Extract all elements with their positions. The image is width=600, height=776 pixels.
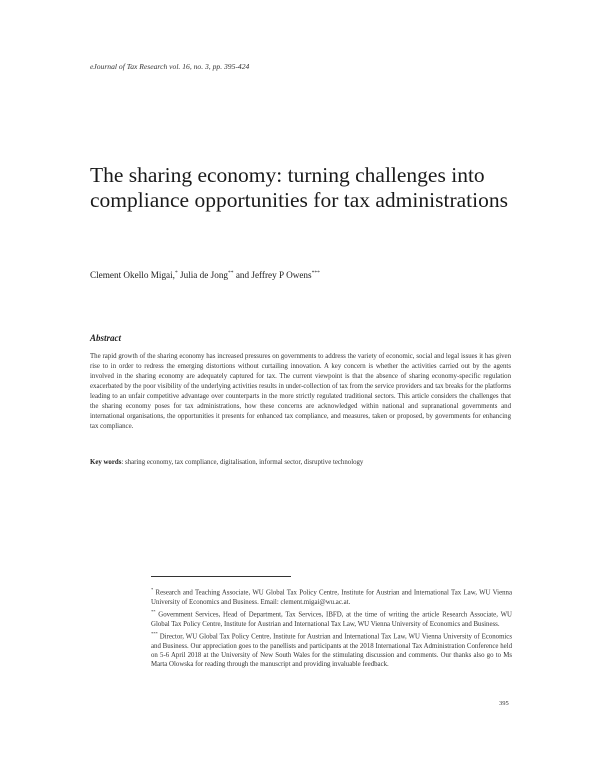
abstract-body: The rapid growth of the sharing economy has increased pressures on governments to address the variety of economic, social and legal issues it has given rise to in order to redress the emerging distortions without curtailing innovation. A key concern is whether the activities carried out by the agents involved in the sharing economy are adequately captured for tax. The current viewpoint is that the absence of sharing economy-specific regulation exacerbated by the poor visibility of the underlying activities results in under-collection of tax from the service providers and tax breaks for the platforms leading to an unfair competitive advantage over counterparts in the more strictly regulated traditional sectors. This article considers the challenges that the sharing economy poses for tax administrations, how these concerns are acknowledged within national and supranational governments and international organisations, the opportunities it presents for enhanced tax compliance, and measures, taken or proposed, by governments for enhancing tax compliance. (90, 353, 511, 431)
page-number: 395 (499, 700, 509, 707)
footnote-text: Government Services, Head of Department, Tax Services, IBFD, at the time of writing the article Research Associate, WU Global Tax Policy Centre, Institute for Austrian and International Tax Law, WU Vienna University of Economics and Business. (151, 611, 512, 628)
author-conjunction: and (235, 270, 250, 281)
author-name: Jeffrey P Owens (251, 270, 312, 281)
abstract-heading: Abstract (90, 333, 122, 343)
footnote-mark: ** (151, 608, 156, 614)
author-affiliation-mark: ** (228, 270, 234, 276)
author-name: Julia de Jong (180, 270, 229, 281)
footnote (151, 585, 512, 607)
author-list (90, 270, 320, 280)
footnote-mark: * (151, 587, 154, 592)
keywords-label: Key words (90, 459, 122, 466)
footnote (151, 629, 512, 670)
article-title: The sharing economy: turning challenges into compliance opportunities for tax administrations (90, 163, 508, 212)
keywords-text: : sharing economy, tax compliance, digitalisation, informal sector, disruptive technology (121, 459, 364, 466)
footnotes (151, 585, 512, 670)
footnote (151, 607, 512, 629)
footnote-mark: *** (151, 630, 158, 636)
footnote-divider (151, 576, 291, 577)
author-affiliation-mark: * (174, 270, 178, 276)
footnote-text: Research and Teaching Associate, WU Global Tax Policy Centre, Institute for Austrian and International Tax Law, WU Vienna University of Economics and Business. Email: clement.migai@wu.ac.at. (151, 589, 512, 606)
footnote-text: Director, WU Global Tax Policy Centre, Institute for Austrian and International Tax Law, WU Vienna University of Economics and Business. Our appreciation goes to the panellists and participants at the 2018 International Tax Administration Conference held on 5-6 April 2018 at the University of New South Wales for the stimulating discussion and comments. Our thanks also go to Ms Marta Olowska for reading through the manuscript and providing invaluable feedback. (151, 633, 512, 669)
journal-citation: eJournal of Tax Research vol. 16, no. 3, pp. 395-424 (90, 62, 250, 71)
author-affiliation-mark: *** (311, 270, 320, 276)
keywords (90, 459, 511, 466)
author-name: Clement Okello Migai, (90, 270, 175, 281)
